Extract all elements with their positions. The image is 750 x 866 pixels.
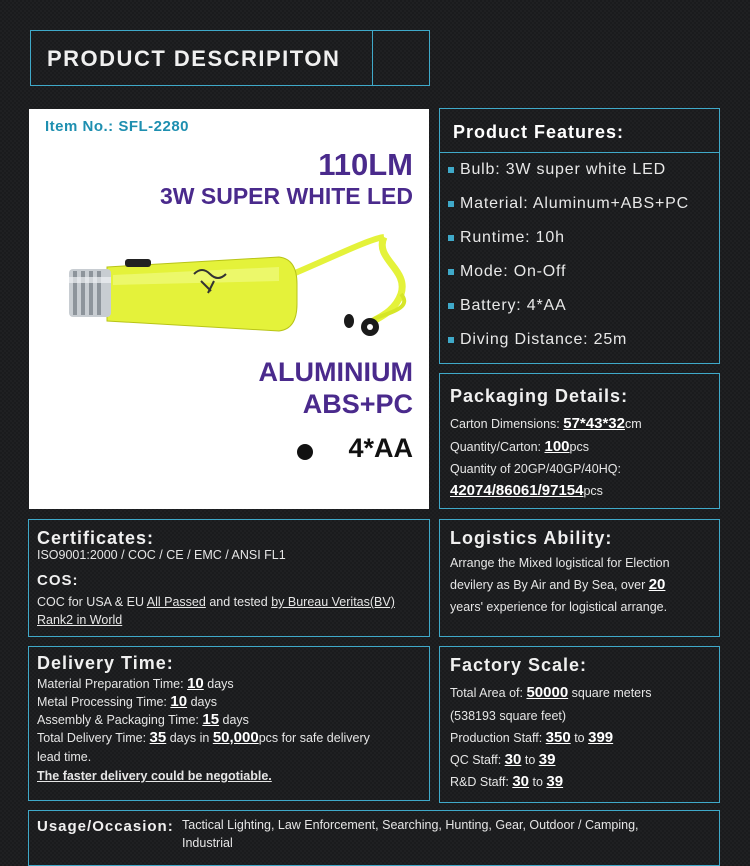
square-bullet-icon: [448, 269, 454, 275]
page-title: PRODUCT DESCRIPITON: [47, 46, 341, 71]
list-item: Diving Distance: 25m: [448, 331, 689, 365]
delivery-note: The faster delivery could be negotiable.: [37, 769, 272, 783]
delivery-box: [28, 646, 430, 801]
features-header: [440, 109, 719, 153]
assembly-line: Assembly & Packaging Time: 15 days: [37, 711, 249, 728]
bullet-icon: [297, 444, 313, 460]
cos-line: COC for USA & EU All Passed and tested by Bureau Veritas(BV): [37, 595, 395, 609]
container-line: 42074/86061/97154pcs: [450, 482, 603, 499]
product-material-2: ABS+PC: [302, 389, 413, 419]
carton-line: Carton Dimensions: 57*43*32cm: [450, 415, 642, 432]
list-item: Bulb: 3W super white LED: [448, 161, 689, 195]
square-bullet-icon: [448, 167, 454, 173]
certificates-title: Certificates:: [37, 528, 155, 548]
list-item: Battery: 4*AA: [448, 297, 689, 331]
logistics-line-1: Arrange the Mixed logistical for Election: [450, 556, 670, 570]
usage-line-1: Tactical Lighting, Law Enforcement, Searching, Hunting, Gear, Outdoor / Camping,: [182, 818, 639, 832]
product-lumens: 110LM: [318, 147, 413, 182]
square-bullet-icon: [448, 201, 454, 207]
metal-processing-line: Metal Processing Time: 10 days: [37, 693, 217, 710]
square-bullet-icon: [448, 303, 454, 309]
square-bullet-icon: [448, 337, 454, 343]
material-prep-line: Material Preparation Time: 10 days: [37, 675, 234, 692]
item-number: Item No.: SFL-2280: [45, 118, 190, 135]
cos-title: COS:: [37, 572, 79, 589]
list-item: Mode: On-Off: [448, 263, 689, 297]
product-led: 3W SUPER WHITE LED: [159, 183, 413, 209]
list-item: Runtime: 10h: [448, 229, 689, 263]
quantity-line: Quantity/Carton: 100pcs: [450, 438, 589, 455]
delivery-title: Delivery Time:: [37, 653, 174, 673]
rd-staff-line: R&D Staff: 30 to 39: [450, 773, 564, 790]
product-battery: 4*AA: [348, 433, 413, 463]
usage-box: [28, 810, 720, 866]
usage-line-2: Industrial: [182, 836, 233, 850]
lead-time-line: lead time.: [37, 750, 92, 764]
area-feet: (538193 square feet): [450, 709, 567, 723]
total-delivery-line: Total Delivery Time: 35 days in 50,000pcs for safe delivery: [37, 729, 370, 746]
certificates-box: [28, 519, 430, 637]
packaging-title: Packaging Details:: [450, 386, 629, 406]
logistics-title: Logistics Ability:: [450, 528, 613, 548]
product-features-box: [439, 108, 720, 364]
certificates-list: ISO9001:2000 / COC / CE / EMC / ANSI FL1: [37, 548, 286, 562]
container-label: Quantity of 20GP/40GP/40HQ:: [450, 462, 621, 476]
product-image-panel: [29, 109, 429, 509]
square-bullet-icon: [448, 235, 454, 241]
list-item: Material: Aluminum+ABS+PC: [448, 195, 689, 229]
logistics-line-2: devilery as By Air and By Sea, over 20: [450, 576, 666, 593]
factory-box: [439, 646, 720, 803]
packaging-box: [439, 373, 720, 509]
title-divider: [372, 31, 373, 85]
cos-rank: Rank2 in World: [37, 613, 123, 627]
usage-title: Usage/Occasion:: [37, 818, 174, 835]
production-staff-line: Production Staff: 350 to 399: [450, 729, 614, 746]
logistics-line-3: years' experience for logistical arrange.: [450, 600, 668, 614]
features-list: [448, 161, 689, 365]
logistics-box: [439, 519, 720, 637]
page-title-box: [30, 30, 430, 86]
area-line: Total Area of: 50000 square meters: [450, 684, 652, 701]
factory-title: Factory Scale:: [450, 655, 588, 675]
product-material-1: ALUMINIUM: [258, 357, 413, 387]
features-title: Product Features:: [453, 122, 625, 142]
qc-staff-line: QC Staff: 30 to 39: [450, 751, 556, 768]
